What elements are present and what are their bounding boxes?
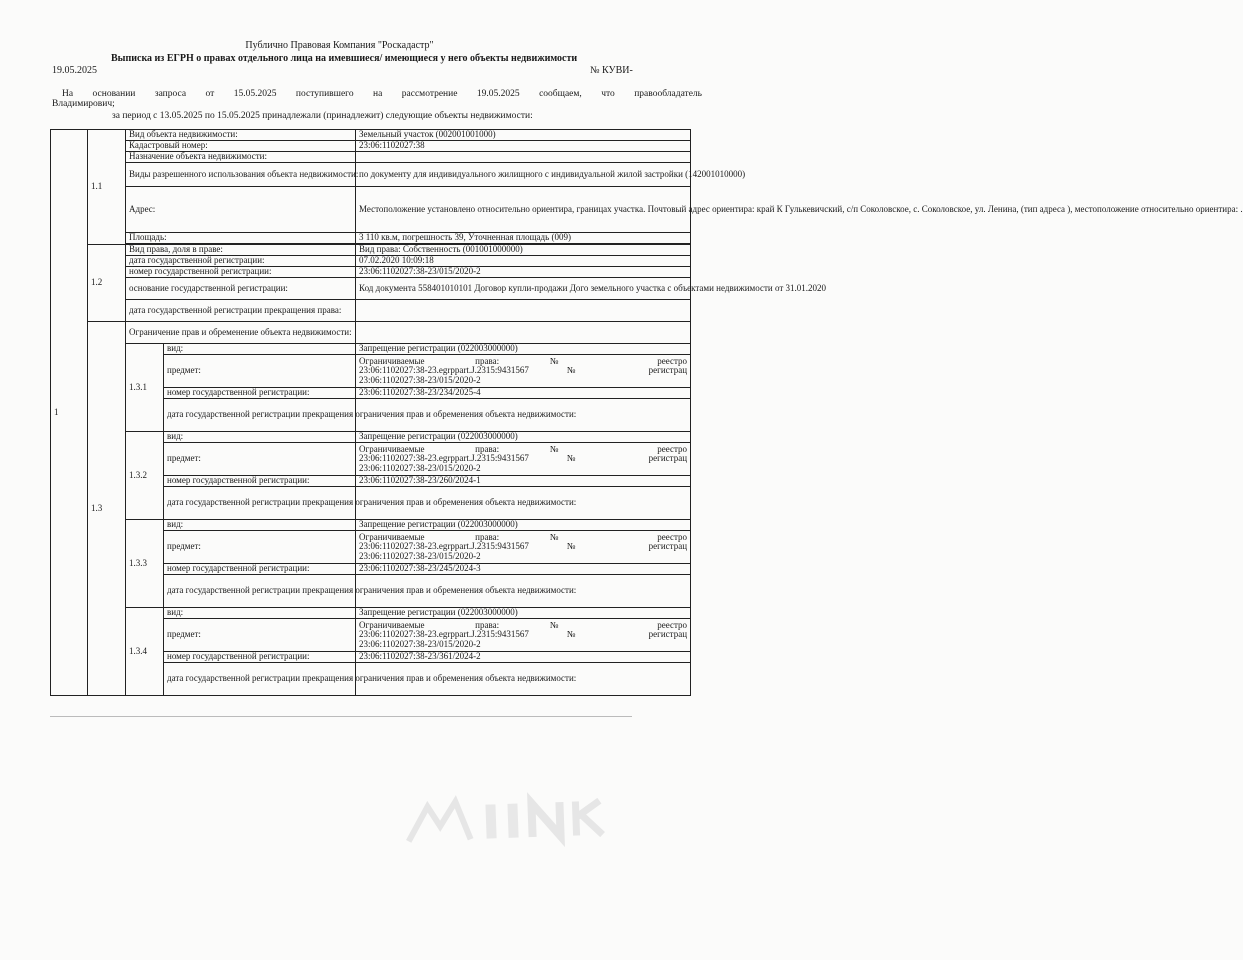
field-label: Площадь: bbox=[126, 233, 356, 244]
field-label: вид: bbox=[164, 608, 356, 619]
field-value: 23:06:1102027:38-23/245/2024-3 bbox=[356, 564, 691, 575]
field-label: дата государственной регистрации прекращения ограничения прав и обременения объекта недвижимости: bbox=[164, 663, 356, 696]
intro-period: за период с 13.05.2025 по 15.05.2025 принадлежали (принадлежит) следующие объекты недвижимости: bbox=[112, 111, 533, 121]
field-label: Назначение объекта недвижимости: bbox=[126, 152, 356, 163]
field-value: Запрещение регистрации (022003000000) bbox=[356, 344, 691, 355]
intro-paragraph: На основании запроса от 15.05.2025 поступившего на рассмотрение 19.05.2025 сообщаем, что правообладатель bbox=[62, 89, 702, 99]
field-label: Кадастровый номер: bbox=[126, 141, 356, 152]
field-label: предмет: bbox=[164, 619, 356, 652]
field-value bbox=[356, 300, 691, 322]
subject-line: Ограничиваемые права: № реестро bbox=[359, 619, 688, 630]
field-label: номер государственной регистрации: bbox=[164, 652, 356, 663]
field-value bbox=[356, 152, 691, 163]
document-date: 19.05.2025 bbox=[52, 65, 97, 76]
subject-line: Ограничиваемые права: № реестро bbox=[359, 531, 688, 542]
encumbrance-number: 1.3.4 bbox=[126, 608, 164, 696]
field-value: Запрещение регистрации (022003000000) bbox=[356, 520, 691, 531]
field-label: Вид права, доля в праве: bbox=[126, 245, 356, 256]
section-number: 1.3 bbox=[88, 322, 126, 696]
field-label: предмет: bbox=[164, 531, 356, 564]
field-label: вид: bbox=[164, 432, 356, 443]
subject-line: Ограничиваемые права: № реестро bbox=[359, 443, 688, 454]
field-value: 23:06:1102027:38-23/234/2025-4 bbox=[356, 388, 691, 399]
field-value: 3 110 кв.м, погрешность 39, Уточненная площадь (009) bbox=[356, 233, 691, 244]
field-label: номер государственной регистрации: bbox=[126, 267, 356, 278]
section-number: 1.1 bbox=[88, 130, 126, 245]
field-value: 23:06:1102027:38-23/015/2020-2 bbox=[356, 267, 691, 278]
field-value: Местоположение установлено относительно ориентира, границах участка. Почтовый адрес ориентира: край К Гулькевичский, с/п Соколовское, с. Соколовское, ул. Ленина, (тип адреса ), местоположение относительно ориентира: . bbox=[356, 187, 691, 233]
field-label: Виды разрешенного использования объекта недвижимости: bbox=[126, 163, 356, 187]
field-label: дата государственной регистрации прекращения ограничения прав и обременения объекта недвижимости: bbox=[164, 399, 356, 432]
company-name: Публично Правовая Компания "Роскадастр" bbox=[245, 40, 434, 51]
field-value: 23:06:1102027:38-23/260/2024-1 bbox=[356, 476, 691, 487]
property-table bbox=[50, 129, 1243, 696]
faint-watermark bbox=[399, 786, 611, 853]
field-label: Адрес: bbox=[126, 187, 356, 233]
encumbrance-number: 1.3.2 bbox=[126, 432, 164, 520]
subject-line: 23:06:1102027:38-23/015/2020-2 bbox=[359, 550, 481, 561]
encumbrance-number: 1.3.3 bbox=[126, 520, 164, 608]
field-value: Земельный участок (002001001000) bbox=[356, 130, 691, 141]
subject-line: 23:06:1102027:38-23.egrppart.J.2315:9431567 № регистрац bbox=[359, 629, 688, 640]
document-title: Выписка из ЕГРН о правах отдельного лица на имевшиеся/ имеющиеся у него объекты недвижимости bbox=[111, 53, 578, 64]
field-label: номер государственной регистрации: bbox=[164, 388, 356, 399]
field-label: предмет: bbox=[164, 355, 356, 388]
field-value: Код документа 558401010101 Договор купли-продажи Дого земельного участка с объектами недвижимости от 31.01.2020 bbox=[356, 278, 691, 300]
field-label: дата государственной регистрации прекращения ограничения прав и обременения объекта недвижимости: bbox=[164, 575, 356, 608]
field-label: номер государственной регистрации: bbox=[164, 564, 356, 575]
field-value: Запрещение регистрации (022003000000) bbox=[356, 608, 691, 619]
field-label: вид: bbox=[164, 344, 356, 355]
field-label: Вид объекта недвижимости: bbox=[126, 130, 356, 141]
subject-line: 23:06:1102027:38-23/015/2020-2 bbox=[359, 374, 481, 385]
section-heading: Ограничение прав и обременение объекта недвижимости: bbox=[126, 322, 356, 344]
field-label: дата государственной регистрации прекращения ограничения прав и обременения объекта недвижимости: bbox=[164, 487, 356, 520]
field-label: вид: bbox=[164, 520, 356, 531]
document-number: № КУВИ- bbox=[590, 65, 633, 76]
field-label: дата государственной регистрации прекращения права: bbox=[126, 300, 356, 322]
field-label: основание государственной регистрации: bbox=[126, 278, 356, 300]
subject-line: 23:06:1102027:38-23/015/2020-2 bbox=[359, 462, 481, 473]
field-value: Запрещение регистрации (022003000000) bbox=[356, 432, 691, 443]
field-value: 23:06:1102027:38 bbox=[356, 141, 691, 152]
subject-line: 23:06:1102027:38-23.egrppart.J.2315:9431567 № регистрац bbox=[359, 541, 688, 552]
section-number: 1.2 bbox=[88, 245, 126, 322]
subject-line: 23:06:1102027:38-23.egrppart.J.2315:9431567 № регистрац bbox=[359, 365, 688, 376]
field-value: по документу для индивидуального жилищного с индивидуальной жилой застройки (142001010000) bbox=[356, 163, 691, 187]
object-index: 1 bbox=[51, 130, 88, 696]
field-label: предмет: bbox=[164, 443, 356, 476]
field-label: номер государственной регистрации: bbox=[164, 476, 356, 487]
subject-line: 23:06:1102027:38-23/015/2020-2 bbox=[359, 638, 481, 649]
cutoff-line bbox=[50, 716, 632, 717]
field-value: Вид права: Собственность (001001000000) bbox=[356, 245, 691, 256]
subject-line: Ограничиваемые права: № реестро bbox=[359, 355, 688, 366]
field-value: 07.02.2020 10:09:18 bbox=[356, 256, 691, 267]
field-value: 23:06:1102027:38-23/361/2024-2 bbox=[356, 652, 691, 663]
watermark-shape bbox=[399, 786, 611, 853]
encumbrance-number: 1.3.1 bbox=[126, 344, 164, 432]
subject-line: 23:06:1102027:38-23.egrppart.J.2315:9431567 № регистрац bbox=[359, 453, 688, 464]
field-label: дата государственной регистрации: bbox=[126, 256, 356, 267]
intro-owner: Владимирович; bbox=[52, 99, 115, 109]
